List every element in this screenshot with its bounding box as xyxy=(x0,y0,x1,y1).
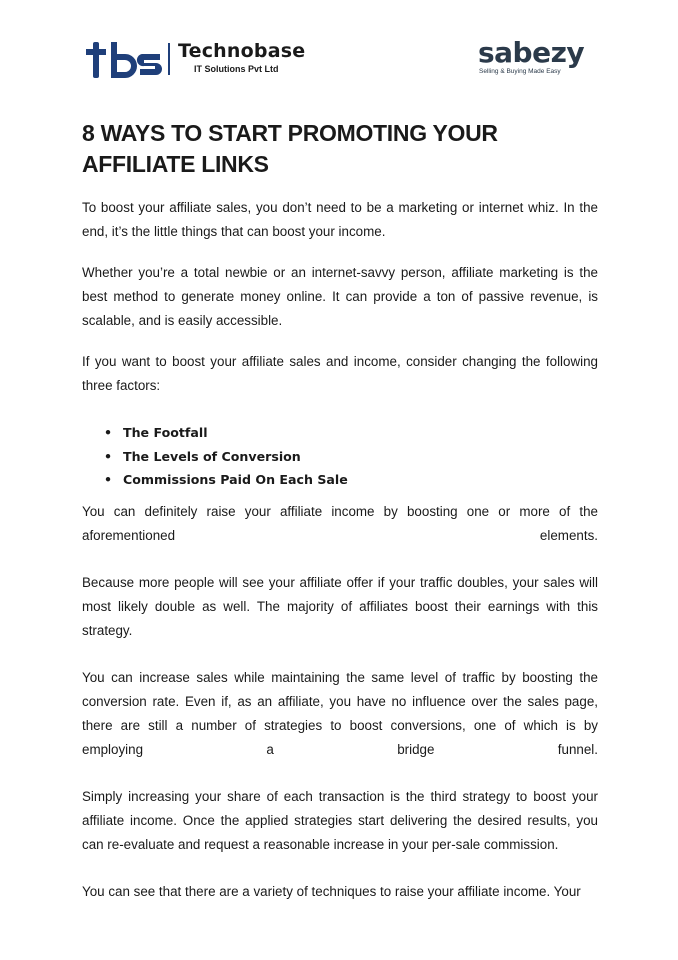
technobase-name: Technobase xyxy=(178,40,306,62)
article-body xyxy=(82,118,598,921)
tbs-logo-mark xyxy=(86,42,162,78)
paragraph: If you want to boost your affiliate sales and income, consider changing the following three factors: xyxy=(82,354,598,393)
page-header xyxy=(0,0,678,90)
paragraph: Simply increasing your share of each transaction is the third strategy to boost your affiliate income. Once the applied strategies start delivering the desired results, you can re-evaluate and request a reasonable increase in your per-sale commission. xyxy=(82,788,598,852)
paragraph: Whether you’re a total newbie or an internet-savvy person, affiliate marketing is the best method to generate money online. It can provide a ton of passive revenue, is scalable, and is easily accessible. xyxy=(82,265,598,328)
technobase-subtitle: IT Solutions Pvt Ltd xyxy=(194,64,279,74)
list-item: • Commissions Paid On Each Sale xyxy=(123,468,598,492)
paragraph: Because more people will see your affiliate offer if your traffic doubles, your sales will most likely double as well. The majority of affiliates boost their earnings with this strategy. xyxy=(82,574,598,638)
paragraph: You can see that there are a variety of techniques to raise your affiliate income. Your xyxy=(82,883,581,899)
sabezy-logo xyxy=(478,38,598,78)
article-title: 8 WAYS TO START PROMOTING YOUR AFFILIATE LINKS xyxy=(82,120,498,177)
paragraph: You can definitely raise your affiliate income by boosting one or more of the aforementioned elements. xyxy=(82,503,598,543)
logo-divider xyxy=(168,43,170,75)
factor-list xyxy=(82,421,598,492)
paragraph: To boost your affiliate sales, you don’t need to be a marketing or internet whiz. In the end, it’s the little things that can boost your income. xyxy=(82,200,598,239)
technobase-logo xyxy=(86,40,306,80)
list-item: • The Footfall xyxy=(123,421,598,445)
list-item: • The Levels of Conversion xyxy=(123,445,598,469)
sabezy-name: sabezy xyxy=(478,36,585,69)
paragraph: You can increase sales while maintaining the same level of traffic by boosting the conversion rate. Even if, as an affiliate, you have no influence over the sales page, there are still a number of strategies to boost conversions, one of which is by employing a bridge funnel. xyxy=(82,669,598,757)
sabezy-tagline: Selling & Buying Made Easy xyxy=(479,68,561,75)
